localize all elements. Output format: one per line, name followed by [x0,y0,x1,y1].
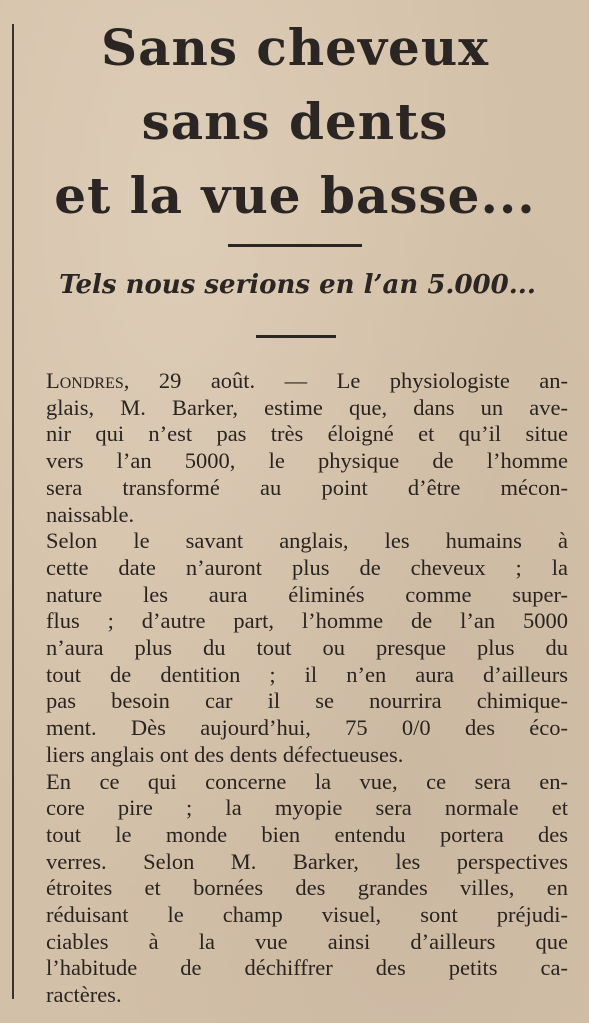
dateline-place: Londres [46,368,124,393]
article-line: ractères. [46,982,122,1008]
article-line: flus ; d’autre part, l’homme de l’an 5000 [46,608,568,634]
article-line: core pire ; la myopie sera normale et [46,795,568,821]
article-line: nir qui n’est pas très éloigné et qu’il situe [46,421,568,447]
article-line: glais, M. Barker, estime que, dans un ave- [46,394,568,420]
article-line: ciables à la vue ainsi d’ailleurs que [46,928,568,954]
headline-line-1: Sans cheveux [100,18,490,77]
article-body [20,368,568,1009]
article-line: ment. Dès aujourd’hui, 75 0/0 des éco- [46,715,568,741]
article-line: sera transformé au point d’être mécon- [46,474,568,500]
article-line: verres. Selon M. Barker, les perspectives [46,848,568,874]
article-line: pas besoin car il se nourrira chimique- [46,688,568,714]
article-line: En ce qui concerne la vue, ce sera en- [46,768,568,794]
article-line: liers anglais ont des dents défectueuses. [46,741,404,767]
article-line: Londres, 29 août. — Le physiologiste an- [46,368,568,393]
article-line: tout le monde bien entendu portera des [46,821,568,847]
article-paragraph [20,368,568,528]
headline-divider [228,244,362,247]
article-paragraph [20,769,568,1009]
subheadline-divider [256,335,336,338]
article-line: Selon le savant anglais, les humains à [46,528,568,554]
article-line: l’habitude de déchiffrer des petits ca- [46,955,568,981]
column-rule [12,24,14,999]
article-line: réduisant le champ visuel, sont préjudi- [46,902,568,928]
article-line: naissable. [46,501,135,527]
article-line: étroites et bornées des grandes villes, en [46,875,568,901]
article-line: nature les aura éliminés comme super- [46,581,568,607]
article-line: n’aura plus du tout ou presque plus du [46,635,568,661]
article-line: tout de dentition ; il n’en aura d’ailleurs [46,661,568,687]
headline-line-2: sans dents [141,92,449,151]
subheadline: Tels nous serions en l’an 5.000... [59,270,536,300]
headline-line-3: et la vue basse... [54,166,536,225]
article-line: vers l’an 5000, le physique de l’homme [46,448,568,474]
article-paragraph [20,528,568,768]
article-line: cette date n’auront plus de cheveux ; la [46,554,568,580]
